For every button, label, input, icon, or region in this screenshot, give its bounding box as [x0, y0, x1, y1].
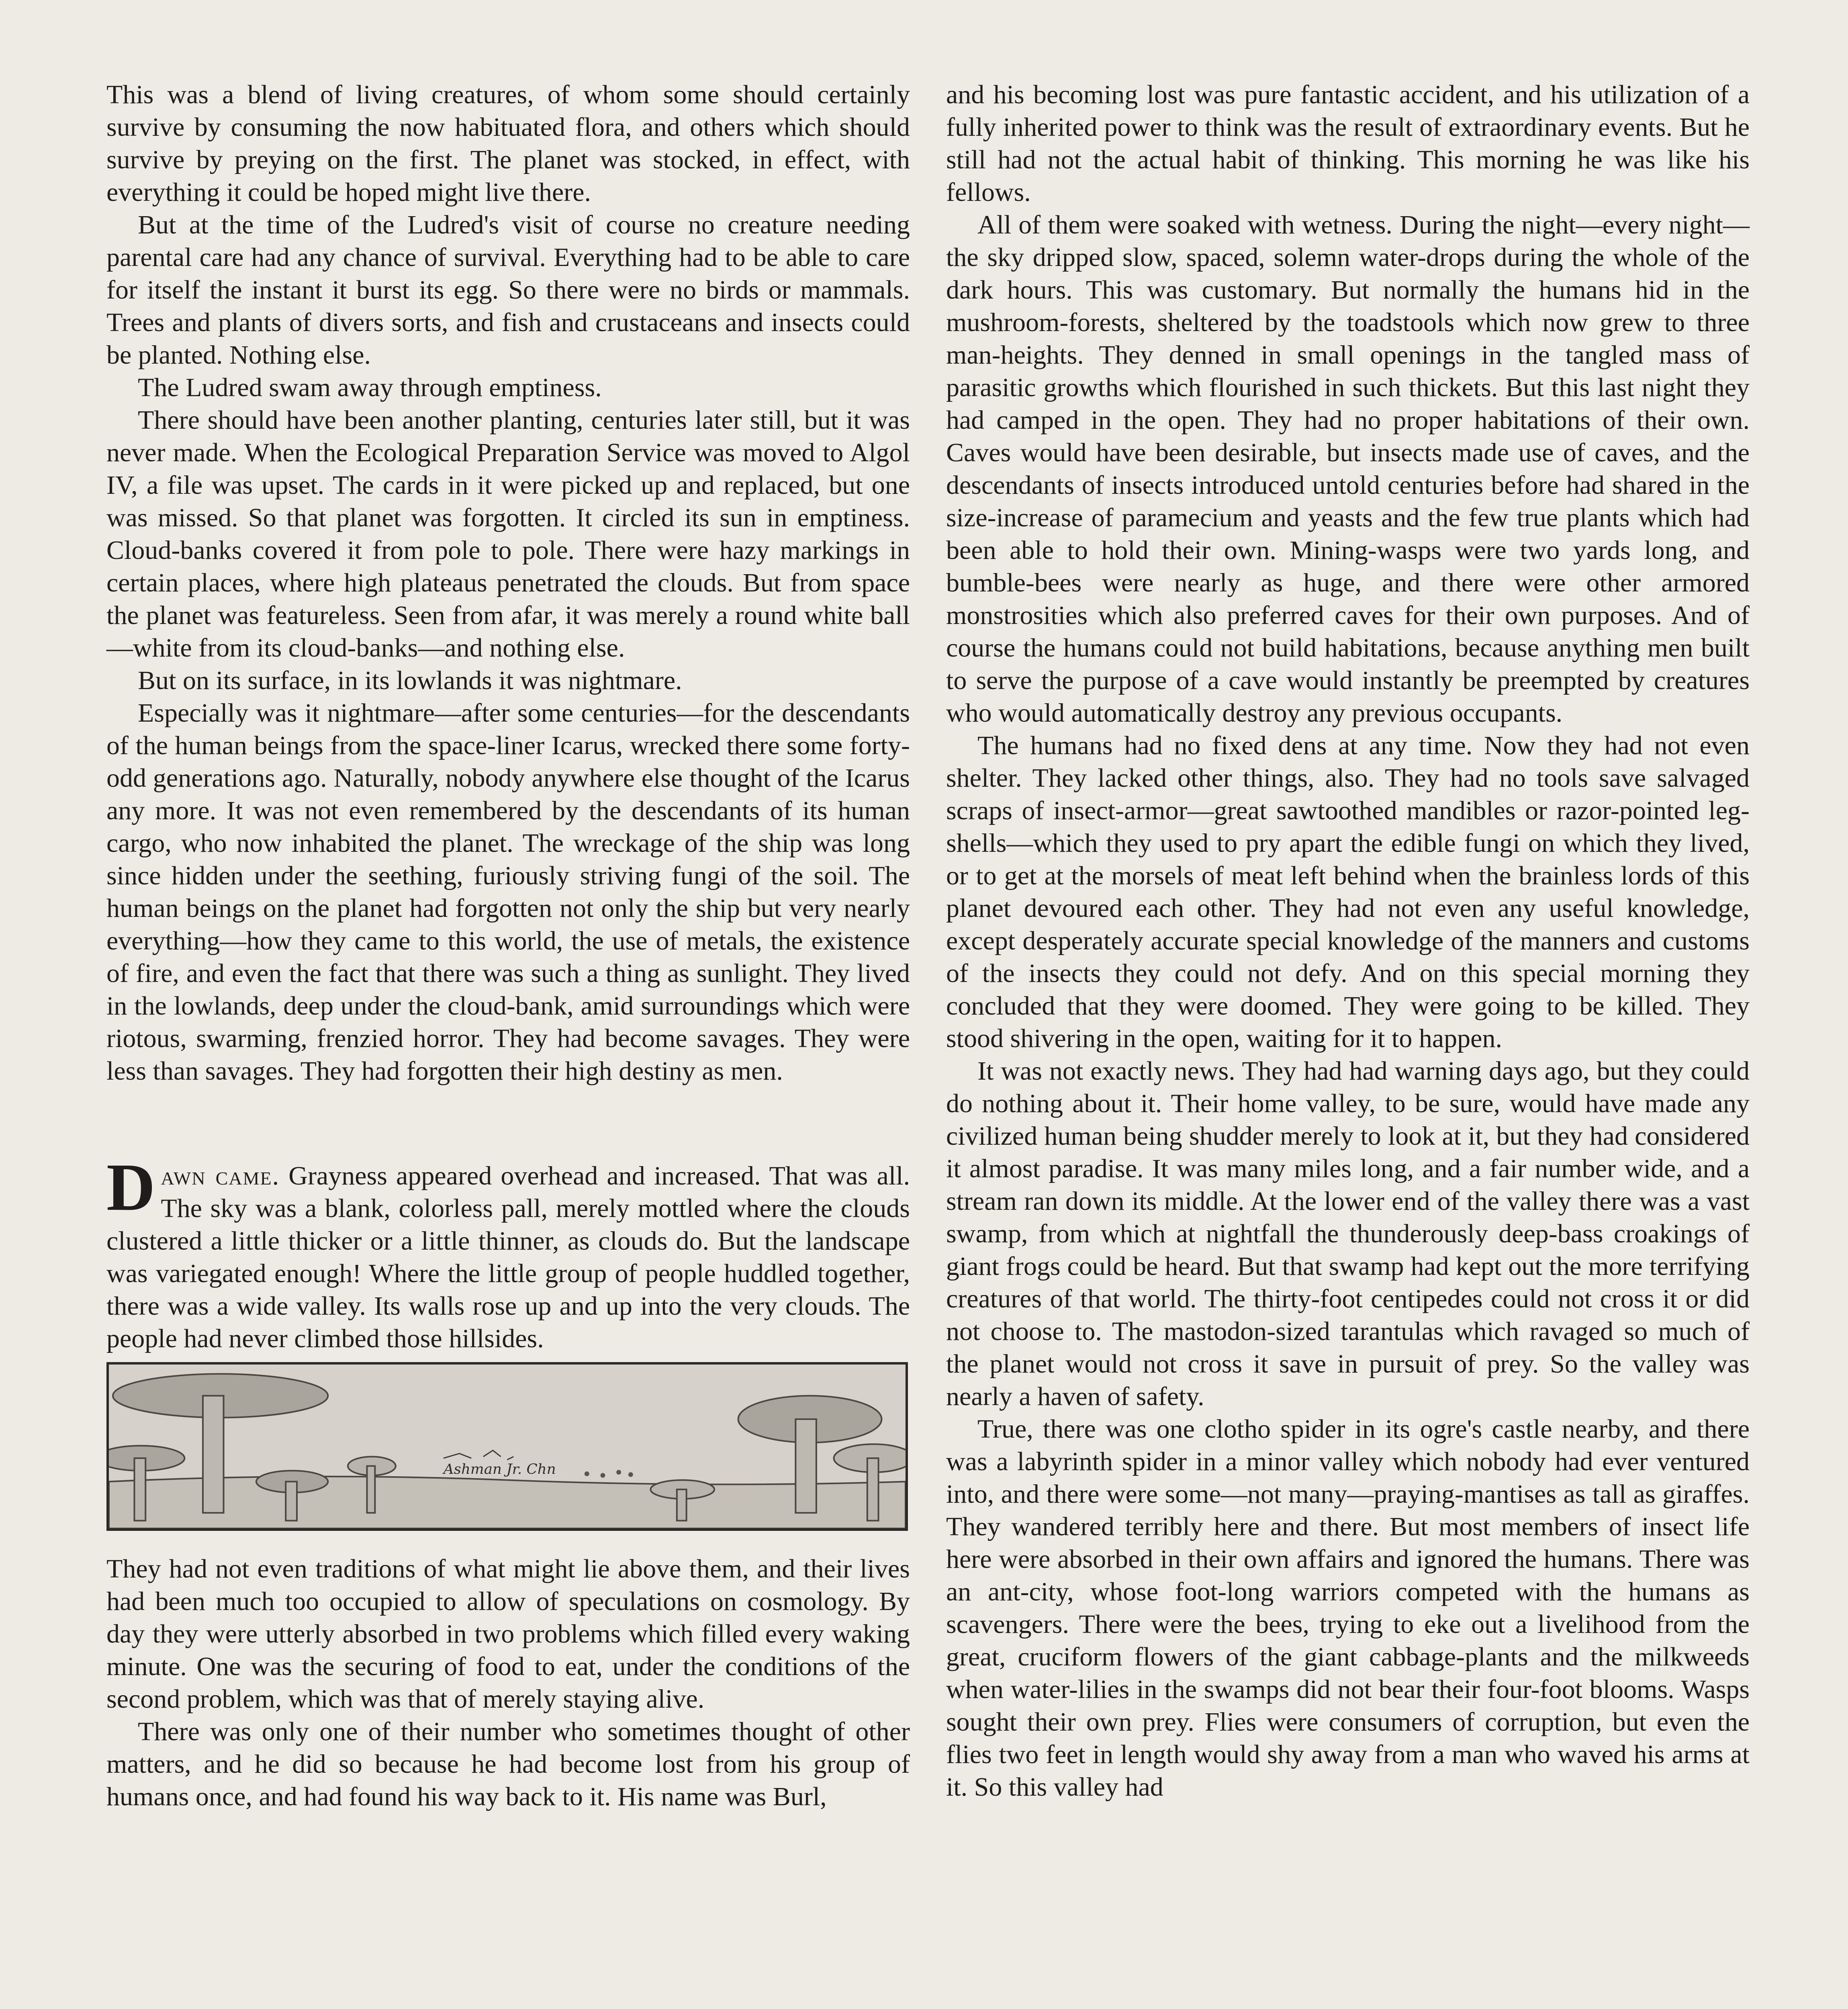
paragraph: There should have been another planting, centuries later still, but it was never made. When the Ecological Preparation Service was moved to Algol IV, a file was upset. The cards in it were picked up and replaced, but one was missed. So that planet was forgotten. It circled its sun in emptiness. Cloud-banks covered it from pole to pole. There were hazy markings in certain places, where high plateaus penetrated the clouds. But from space the planet was featureless. Seen from afar, it was merely a round white ball—white from its cloud-banks—and nothing else. — [106, 405, 910, 663]
illustrator-signature: Ashman Jr. Chn — [443, 1461, 556, 1477]
right-column — [946, 78, 1750, 1803]
paragraph: This was a blend of living creatures, of whom some should certainly survive by consuming the now habituated flora, and others which should survive by preying on the first. The planet was stocked, in effect, with everything it could be hoped might live there. — [106, 80, 910, 207]
paragraph: The humans had no fixed dens at any time. Now they had not even shelter. They lacked other things, also. They had no tools save salvaged scraps of insect-armor—great sawtoothed mandibles or razor-pointed leg-shells—which they used to pry apart the edible fungi on which they lived, or to get at the morsels of meat left behind when the brainless lords of this planet devoured each other. They had not even any useful knowledge, except desperately accurate special knowledge of the manners and customs of the insects they could not defy. And on this special morning they concluded that they were doomed. They were going to be killed. They stood shivering in the open, waiting for it to happen. — [946, 731, 1750, 1053]
section-break — [106, 1087, 910, 1160]
paragraph: They had not even traditions of what might lie above them, and their lives had been much too occupied to allow of speculations on cosmology. By day they were utterly absorbed in two problems which filled every waking minute. One was the securing of food to eat, under the conditions of the second problem, which was that of merely staying alive. — [106, 1554, 910, 1714]
paragraph: The Ludred swam away through emptiness. — [138, 373, 602, 402]
drop-cap: D — [106, 1150, 155, 1225]
mushroom-forest-illustration — [106, 1362, 908, 1531]
paragraph-text: Grayness appeared overhead and increased. That was all. The sky was a blank, colorless pall, merely mottled where the clouds clustered a little thicker or a little thinner, as clouds do. But the landscape was variegated enough! Where the little group of people huddled together, there was a wide valley. Its walls rose up and up into the very clouds. The people had never climbed those hillsides. — [106, 1161, 910, 1353]
section-opening-paragraph — [106, 1150, 910, 1355]
paragraph: But at the time of the Ludred's visit of course no creature needing parental care had any chance of survival. Everything had to be able to care for itself the instant it burst its egg. So there were no birds or mammals. Trees and plants of divers sorts, and fish and crustaceans and insects could be planted. Nothing else. — [106, 210, 910, 370]
paragraph: and his becoming lost was pure fantastic accident, and his utilization of a fully inherited power to think was the result of extraordinary events. But he still had not the actual habit of thinking. This morning he was like his fellows. — [946, 80, 1750, 207]
paragraph: True, there was one clotho spider in its ogre's castle nearby, and there was a labyrinth spider in a minor valley which nobody had ever ventured into, and there were some—not many—praying-mantises as tall as giraffes. They wandered terribly here and there. But most members of insect life here were absorbed in their own affairs and ignored the humans. There was an ant-city, whose foot-long warriors competed with the humans as scavengers. There were the bees, trying to eke out a livelihood from the great, cruciform flowers of the giant cabbage-plants and the milkweeds when water-lilies in the swamps did not bear their four-foot blooms. Wasps sought their own prey. Flies were consumers of corruption, but even the flies two feet in length would shy away from a man who waved his arms at it. So this valley had — [946, 1414, 1750, 1802]
paragraph: Especially was it nightmare—after some centuries—for the descendants of the human beings from the space-liner Icarus, wrecked there some forty-odd generations ago. Naturally, nobody anywhere else thought of the Icarus any more. It was not even remembered by the descendants of its human cargo, who now inhabited the planet. The wreckage of the ship was long since hidden under the seething, furiously striving fungi of the soil. The human beings on the planet had forgotten not only the ship but very nearly everything—how they came to this world, the use of metals, the existence of fire, and even the fact that there was such a thing as sunlight. They lived in the lowlands, deep under the cloud-bank, amid surroundings which were riotous, swarming, frenzied horror. They had become savages. They were less than savages. They had forgotten their high destiny as men. — [106, 698, 910, 1086]
left-column — [106, 78, 910, 1813]
paragraph: It was not exactly news. They had had warning days ago, but they could do nothing about it. Their home valley, to be sure, would have made any civilized human being shudder merely to look at it, but they had considered it almost paradise. It was many miles long, and a fair number wide, and a stream ran down its middle. At the lower end of the valley there was a vast swamp, from which at nightfall the thunderously deep-bass croakings of giant frogs could be heard. But that swamp had kept out the more terrifying creatures of that world. The thirty-foot centipedes could not cross it or did not choose to. The mastodon-sized tarantulas which ravaged so much of the planet would not cross it save in pursuit of prey. So the valley was nearly a haven of safety. — [946, 1056, 1750, 1411]
paragraph: But on its surface, in its lowlands it was nightmare. — [138, 666, 682, 695]
paragraph: All of them were soaked with wetness. During the night—every night—the sky dripped slow, spaced, solemn water-drops during the whole of the dark hours. This was customary. But normally the humans hid in the mushroom-forests, sheltered by the toadstools which now grew to three man-heights. They denned in small openings in the tangled mass of parasitic growths which flourished in such thickets. But this last night they had camped in the open. They had no proper habitations of their own. Caves would have been desirable, but insects made use of caves, and the descendants of insects introduced untold centuries before had shared in the size-increase of paramecium and yeasts and the few true plants which had been able to hold their own. Mining-wasps were two yards long, and bumble-bees were nearly as huge, and there were other armored monstrosities which also preferred caves for their own purposes. And of course the humans could not build habitations, because anything men built to serve the purpose of a cave would instantly be preempted by creatures who would automatically destroy any previous occupants. — [946, 210, 1750, 728]
lead-in-smallcaps: awn came. — [161, 1161, 280, 1191]
paragraph: There was only one of their number who sometimes thought of other matters, and he did so because he had become lost from his group of humans once, and had found his way back to it. His name was Burl, — [106, 1717, 910, 1811]
illustration-drawing — [109, 1365, 906, 1528]
